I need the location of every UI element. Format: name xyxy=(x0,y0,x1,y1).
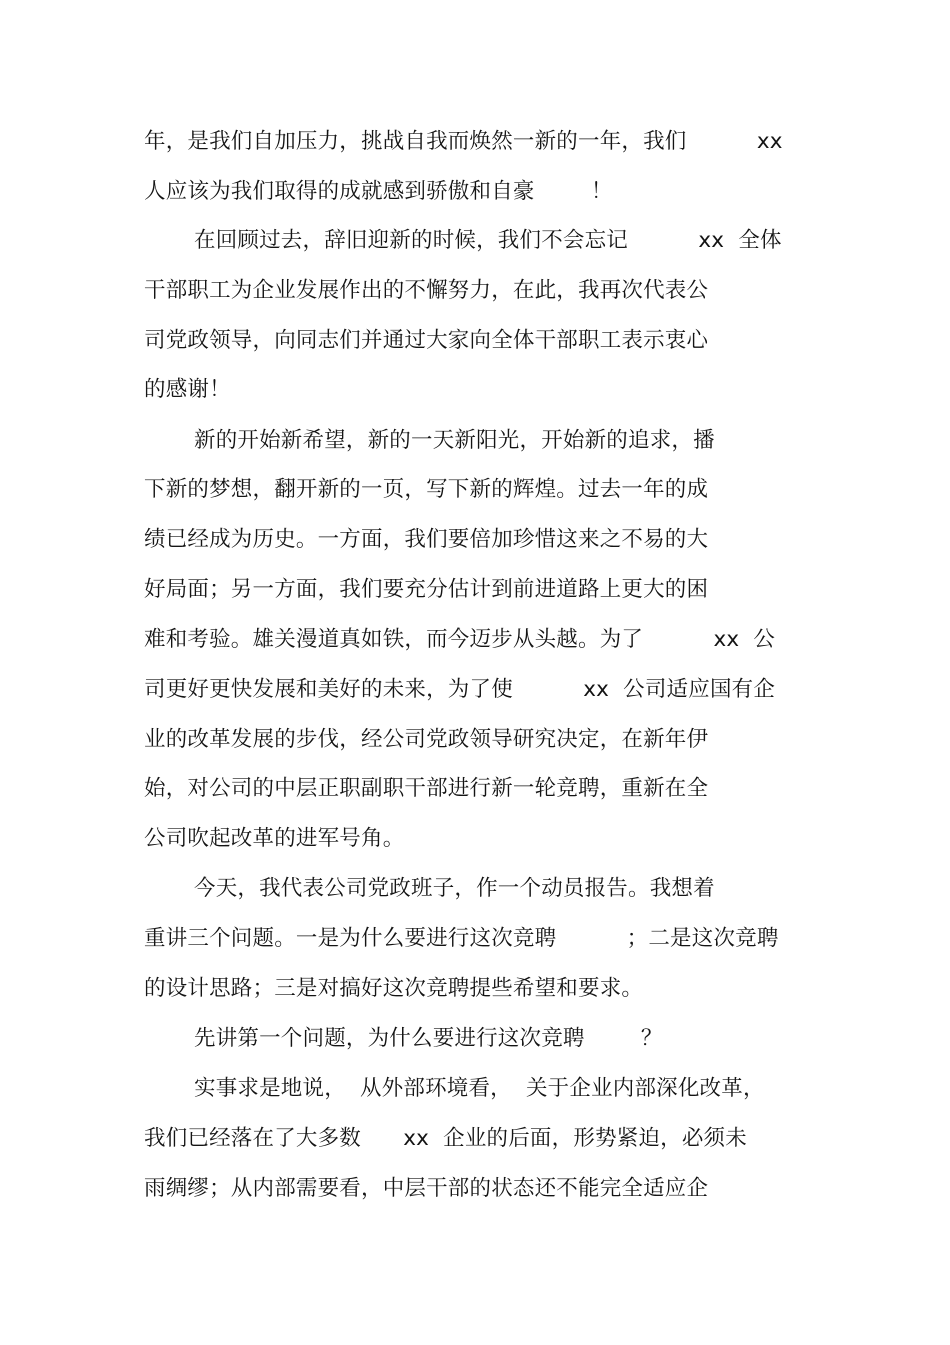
text-line: 司党政领导，向同志们并通过大家向全体干部职工表示衷心 xyxy=(144,328,709,353)
text-line: 在回顾过去，辞旧迎新的时候，我们不会忘记 xx 全体 xyxy=(194,228,782,253)
text-line: 年，是我们自加压力，挑战自我而焕然一新的一年，我们 xx xyxy=(144,129,783,154)
text-line: 我们已经落在了大多数 xx 企业的后面，形势紧迫，必须未 xyxy=(144,1126,747,1151)
text-line: 业的改革发展的步伐，经公司党政领导研究决定，在新年伊 xyxy=(144,727,709,752)
text-line: 绩已经成为历史。一方面，我们要倍加珍惜这来之不易的大 xyxy=(144,527,709,552)
text-line: 公司吹起改革的进军号角。 xyxy=(144,826,405,851)
text-line: 的设计思路；三是对搞好这次竞聘提些希望和要求。 xyxy=(144,976,644,1001)
text-line: 新的开始新希望，新的一天新阳光，开始新的追求，播 xyxy=(194,428,715,453)
text-line: 下新的梦想，翻开新的一页，写下新的辉煌。过去一年的成 xyxy=(144,477,709,502)
text-line: 难和考验。雄关漫道真如铁，而今迈步从头越。为了 xx 公 xyxy=(144,627,776,652)
text-line: 人应该为我们取得的成就感到骄傲和自豪 ！ xyxy=(144,179,613,204)
text-line: 雨绸缪；从内部需要看，中层干部的状态还不能完全适应企 xyxy=(144,1176,709,1201)
text-line: 干部职工为企业发展作出的不懈努力，在此，我再次代表公 xyxy=(144,278,709,303)
text-line: 重讲三个问题。一是为什么要进行这次竞聘 ；二是这次竞聘 xyxy=(144,926,779,951)
text-line: 司更好更快发展和美好的未来，为了使 xx 公司适应国有企 xyxy=(144,677,776,702)
text-line: 始，对公司的中层正职副职干部进行新一轮竞聘，重新在全 xyxy=(144,776,709,801)
text-line: 实事求是地说， 从外部环境看， 关于企业内部深化改革， xyxy=(194,1076,765,1101)
text-line: 今天，我代表公司党政班子，作一个动员报告。我想着 xyxy=(194,876,715,901)
text-line: 的感谢！ xyxy=(144,377,231,402)
text-line: 好局面；另一方面，我们要充分估计到前进道路上更大的困 xyxy=(144,577,709,602)
text-line: 先讲第一个问题，为什么要进行这次竞聘 ？ xyxy=(194,1026,663,1051)
